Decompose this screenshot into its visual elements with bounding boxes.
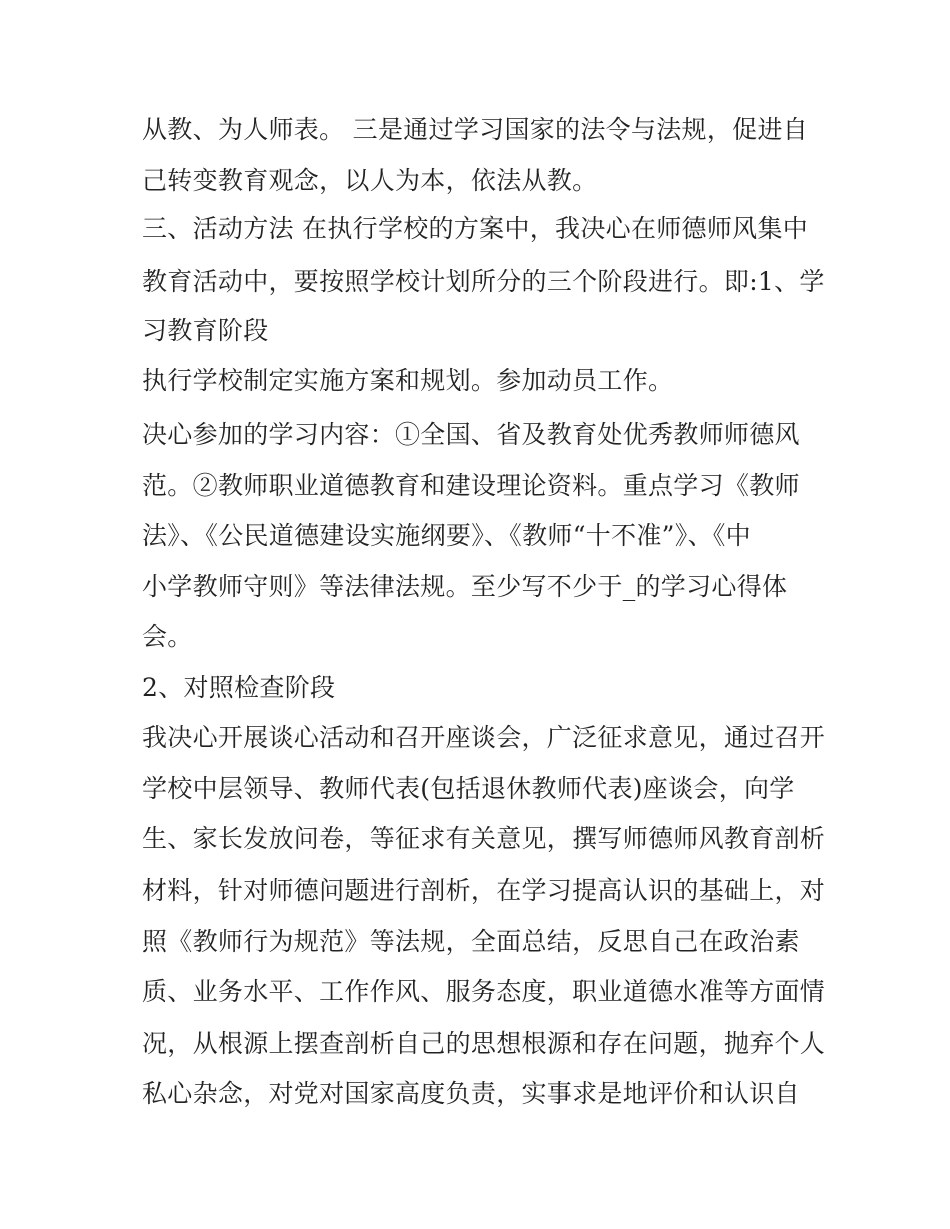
text-line: 我决心开展谈心活动和召开座谈会，广泛征求意见，通过召开 — [142, 723, 826, 752]
text-line: 私心杂念，对党对国家高度负责，实事求是地评价和认识自 — [142, 1079, 800, 1108]
text-line: 己转变教育观念，以人为本，依法从教。 — [142, 166, 598, 195]
section-heading: 2、对照检查阶段 — [142, 673, 336, 702]
text-line: 习教育阶段 — [142, 316, 269, 345]
text-line: 教育活动中，要按照学校计划所分的三个阶段进行。即:1、学 — [142, 267, 825, 296]
text-line: 小学教师守则》等法律法规。至少写不少于_的学习心得体 — [142, 572, 788, 601]
text-line: 学校中层领导、教师代表(包括退休教师代表)座谈会，向学 — [142, 774, 795, 803]
text-line: 质、业务水平、工作作风、服务态度，职业道德水准等方面情 — [142, 977, 826, 1006]
text-line: 三、活动方法 在执行学校的方案中，我决心在师德师风集中 — [142, 214, 809, 243]
text-line: 生、家长发放问卷，等征求有关意见，撰写师德师风教育剖析 — [142, 824, 826, 853]
text-line: 会。 — [142, 622, 193, 651]
text-line: 法》、《公民道德建设实施纲要》、《教师“十不准”》、《中 — [142, 521, 751, 550]
text-line: 照《教师行为规范》等法规，全面总结，反思自己在政治素 — [142, 927, 800, 956]
text-line: 从教、为人师表。 三是通过学习国家的法令与法规，促进自 — [142, 115, 809, 144]
text-line: 范。②教师职业道德教育和建设理论资料。重点学习《教师 — [142, 471, 800, 500]
text-line: 决心参加的学习内容：①全国、省及教育处优秀教师师德风 — [142, 420, 800, 449]
text-line: 况，从根源上摆查剖析自己的思想根源和存在问题，抛弃个人 — [142, 1029, 826, 1058]
text-line: 执行学校制定实施方案和规划。参加动员工作。 — [142, 366, 674, 395]
text-line: 材料，针对师德问题进行剖析，在学习提高认识的基础上，对 — [142, 876, 826, 905]
